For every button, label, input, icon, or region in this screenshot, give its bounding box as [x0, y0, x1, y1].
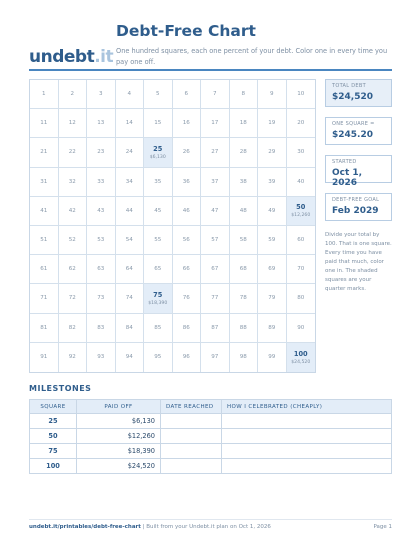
grid-square[interactable] — [201, 138, 230, 167]
square-number: 31 — [40, 178, 48, 185]
square-number: 89 — [268, 324, 276, 331]
grid-square[interactable] — [201, 255, 230, 284]
square-number: 32 — [68, 178, 76, 185]
grid-square[interactable] — [201, 314, 230, 343]
grid-square[interactable] — [144, 168, 173, 197]
grid-square[interactable] — [87, 314, 116, 343]
square-number: 37 — [211, 178, 219, 185]
square-number: 30 — [297, 149, 305, 156]
square-number: 57 — [211, 237, 219, 244]
square-number: 11 — [40, 120, 48, 127]
grid-square[interactable] — [30, 284, 59, 313]
square-number: 65 — [154, 266, 162, 273]
square-number: 56 — [182, 237, 190, 244]
quarter-mark-square[interactable] — [144, 138, 173, 167]
row-how-celebrated[interactable] — [222, 444, 392, 459]
square-number: 96 — [182, 354, 190, 361]
grid-square[interactable] — [230, 226, 259, 255]
square-number: 68 — [239, 266, 247, 273]
row-paid-off: $6,130 — [77, 414, 161, 429]
grid-square[interactable] — [30, 80, 59, 109]
grid-square[interactable] — [116, 314, 145, 343]
square-number: 59 — [268, 237, 276, 244]
square-number: 29 — [268, 149, 276, 156]
grid-square[interactable] — [87, 168, 116, 197]
quarter-amount: $18,390 — [148, 300, 168, 306]
grid-square[interactable] — [230, 343, 259, 372]
grid-square[interactable] — [116, 197, 145, 226]
one-square-label: ONE SQUARE = — [332, 121, 375, 127]
page-footer — [29, 524, 392, 530]
goal-value: Feb 2029 — [332, 206, 379, 216]
grid-square[interactable] — [87, 197, 116, 226]
square-number: 77 — [211, 295, 219, 302]
square-number: 21 — [40, 149, 48, 156]
row-paid-off: $18,390 — [77, 444, 161, 459]
square-number: 19 — [268, 120, 276, 127]
square-number: 74 — [125, 295, 133, 302]
row-square: 100 — [30, 459, 77, 474]
square-number: 91 — [40, 354, 48, 361]
square-number: 40 — [297, 178, 305, 185]
grid-square[interactable] — [201, 226, 230, 255]
square-number: 27 — [211, 149, 219, 156]
table-row — [30, 414, 392, 429]
square-number: 97 — [211, 354, 219, 361]
grid-square[interactable] — [173, 284, 202, 313]
square-number: 35 — [154, 178, 162, 185]
square-number: 81 — [40, 324, 48, 331]
square-number: 7 — [212, 91, 217, 98]
square-number: 28 — [239, 149, 247, 156]
square-number: 72 — [68, 295, 76, 302]
grid-square[interactable] — [173, 80, 202, 109]
square-number: 98 — [239, 354, 247, 361]
row-date-reached[interactable] — [161, 444, 222, 459]
square-number: 49 — [268, 207, 276, 214]
grid-square[interactable] — [30, 168, 59, 197]
grid-square[interactable] — [287, 255, 316, 284]
grid-square[interactable] — [287, 109, 316, 138]
total-debt-label: TOTAL DEBT — [332, 83, 366, 89]
square-number: 53 — [97, 237, 105, 244]
grid-square[interactable] — [173, 168, 202, 197]
grid-square[interactable] — [30, 226, 59, 255]
grid-square[interactable] — [59, 226, 88, 255]
square-number: 33 — [97, 178, 105, 185]
grid-square[interactable] — [144, 226, 173, 255]
grid-square[interactable] — [287, 138, 316, 167]
row-how-celebrated[interactable] — [222, 429, 392, 444]
square-number: 58 — [239, 237, 247, 244]
grid-square[interactable] — [230, 80, 259, 109]
grid-square[interactable] — [230, 109, 259, 138]
grid-square[interactable] — [287, 314, 316, 343]
square-number: 50 — [296, 203, 306, 212]
grid-square[interactable] — [201, 109, 230, 138]
quarter-amount: $6,130 — [149, 154, 166, 160]
debt-chart-grid — [29, 79, 316, 373]
square-number: 18 — [239, 120, 247, 127]
footer-url[interactable]: undebt.it/printables/debt-free-chart — [29, 524, 141, 530]
page-title: Debt-Free Chart — [116, 22, 256, 40]
grid-square[interactable] — [87, 284, 116, 313]
square-number: 76 — [182, 295, 190, 302]
square-number: 61 — [40, 266, 48, 273]
col-date-reached: DATE REACHED — [161, 400, 222, 414]
square-number: 99 — [268, 354, 276, 361]
grid-square[interactable] — [201, 284, 230, 313]
square-number: 73 — [97, 295, 105, 302]
grid-square[interactable] — [59, 138, 88, 167]
square-number: 64 — [125, 266, 133, 273]
grid-square[interactable] — [230, 168, 259, 197]
grid-square[interactable] — [258, 80, 287, 109]
started-value: Oct 1, 2026 — [332, 168, 363, 188]
total-debt-box — [325, 79, 392, 107]
grid-square[interactable] — [116, 255, 145, 284]
started-label: STARTED — [332, 159, 357, 165]
table-row — [30, 444, 392, 459]
footer-text: Built from your Undebt.it plan on Oct 1, 2026 — [146, 524, 271, 530]
grid-square[interactable] — [201, 197, 230, 226]
square-number: 67 — [211, 266, 219, 273]
square-number: 34 — [125, 178, 133, 185]
row-paid-off: $24,520 — [77, 459, 161, 474]
square-number: 10 — [297, 91, 305, 98]
square-number: 9 — [269, 91, 274, 98]
grid-square[interactable] — [258, 109, 287, 138]
grid-square[interactable] — [59, 343, 88, 372]
page-subtitle: One hundred squares, each one percent of your debt. Color one in every time you pay one off. — [116, 47, 388, 66]
grid-square[interactable] — [173, 226, 202, 255]
grid-square[interactable] — [30, 314, 59, 343]
table-row — [30, 429, 392, 444]
square-number: 69 — [268, 266, 276, 273]
square-number: 24 — [125, 149, 133, 156]
square-number: 54 — [125, 237, 133, 244]
grid-square[interactable] — [230, 314, 259, 343]
grid-square[interactable] — [258, 226, 287, 255]
grid-square[interactable] — [287, 168, 316, 197]
square-number: 52 — [68, 237, 76, 244]
square-number: 92 — [68, 354, 76, 361]
col-square: SQUARE — [30, 400, 77, 414]
square-number: 20 — [297, 120, 305, 127]
sidebar — [325, 79, 392, 294]
square-number: 39 — [268, 178, 276, 185]
square-number: 80 — [297, 295, 305, 302]
square-number: 66 — [182, 266, 190, 273]
square-number: 14 — [125, 120, 133, 127]
grid-square[interactable] — [59, 109, 88, 138]
square-number: 43 — [97, 207, 105, 214]
started-box — [325, 155, 392, 188]
square-number: 36 — [182, 178, 190, 185]
grid-square[interactable] — [144, 197, 173, 226]
square-number: 41 — [40, 207, 48, 214]
grid-square[interactable] — [258, 138, 287, 167]
grid-square[interactable] — [30, 197, 59, 226]
grid-square[interactable] — [87, 109, 116, 138]
square-number: 16 — [182, 120, 190, 127]
square-number: 48 — [239, 207, 247, 214]
grid-square[interactable] — [116, 168, 145, 197]
square-number: 60 — [297, 237, 305, 244]
square-number: 75 — [153, 290, 163, 299]
one-square-value: $245.20 — [332, 130, 373, 140]
square-number: 23 — [97, 149, 105, 156]
square-number: 13 — [97, 120, 105, 127]
grid-square[interactable] — [230, 138, 259, 167]
grid-square[interactable] — [287, 284, 316, 313]
grid-square[interactable] — [87, 138, 116, 167]
grid-square[interactable] — [116, 343, 145, 372]
grid-square[interactable] — [258, 314, 287, 343]
square-number: 62 — [68, 266, 76, 273]
square-number: 47 — [211, 207, 219, 214]
quarter-mark-square[interactable] — [144, 284, 173, 313]
square-number: 6 — [184, 91, 189, 98]
square-number: 95 — [154, 354, 162, 361]
table-row — [30, 459, 392, 474]
square-number: 70 — [297, 266, 305, 273]
footer-separator: | — [142, 524, 145, 530]
row-how-celebrated[interactable] — [222, 459, 392, 474]
page-number: Page 1 — [373, 524, 392, 530]
quarter-amount: $12,260 — [291, 213, 311, 219]
grid-square[interactable] — [258, 255, 287, 284]
square-number: 87 — [211, 324, 219, 331]
square-number: 94 — [125, 354, 133, 361]
grid-square[interactable] — [59, 80, 88, 109]
quarter-amount: $24,520 — [291, 359, 311, 365]
square-number: 3 — [98, 91, 103, 98]
grid-square[interactable] — [144, 80, 173, 109]
square-number: 1 — [41, 91, 46, 98]
col-paid-off: PAID OFF — [77, 400, 161, 414]
grid-square[interactable] — [87, 80, 116, 109]
square-number: 71 — [40, 295, 48, 302]
goal-label: DEBT-FREE GOAL — [332, 197, 380, 203]
grid-square[interactable] — [201, 343, 230, 372]
grid-square[interactable] — [30, 109, 59, 138]
page-header — [29, 22, 391, 70]
grid-square[interactable] — [230, 197, 259, 226]
grid-square[interactable] — [144, 314, 173, 343]
square-number: 100 — [293, 349, 308, 358]
square-number: 84 — [125, 324, 133, 331]
grid-square[interactable] — [201, 80, 230, 109]
grid-square[interactable] — [173, 138, 202, 167]
quarter-mark-square[interactable] — [287, 197, 316, 226]
row-date-reached[interactable] — [161, 429, 222, 444]
grid-square[interactable] — [144, 109, 173, 138]
square-number: 44 — [125, 207, 133, 214]
square-number: 25 — [153, 144, 163, 153]
square-number: 22 — [68, 149, 76, 156]
grid-square[interactable] — [173, 314, 202, 343]
instructions-note: Divide your total by 100. That is one square. Every time you have paid that much, color one in. The shaded squares are your quarter marks. — [325, 232, 392, 292]
grid-square[interactable] — [144, 255, 173, 284]
row-date-reached[interactable] — [161, 459, 222, 474]
grid-square[interactable] — [258, 284, 287, 313]
grid-square[interactable] — [116, 138, 145, 167]
grid-square[interactable] — [230, 284, 259, 313]
grid-square[interactable] — [287, 226, 316, 255]
grid-square[interactable] — [258, 168, 287, 197]
square-number: 79 — [268, 295, 276, 302]
square-number: 2 — [70, 91, 75, 98]
square-number: 85 — [154, 324, 162, 331]
grid-square[interactable] — [201, 168, 230, 197]
row-square: 50 — [30, 429, 77, 444]
grid-square[interactable] — [173, 197, 202, 226]
square-number: 5 — [155, 91, 160, 98]
square-number: 86 — [182, 324, 190, 331]
grid-square[interactable] — [144, 343, 173, 372]
grid-square[interactable] — [59, 168, 88, 197]
grid-square[interactable] — [59, 284, 88, 313]
grid-square[interactable] — [173, 255, 202, 284]
square-number: 82 — [68, 324, 76, 331]
grid-square[interactable] — [116, 80, 145, 109]
square-number: 83 — [97, 324, 105, 331]
grid-square[interactable] — [116, 109, 145, 138]
grid-square[interactable] — [173, 109, 202, 138]
grid-square[interactable] — [116, 284, 145, 313]
row-paid-off: $12,260 — [77, 429, 161, 444]
square-number: 4 — [127, 91, 132, 98]
grid-square[interactable] — [30, 138, 59, 167]
row-square: 75 — [30, 444, 77, 459]
square-number: 78 — [239, 295, 247, 302]
square-number: 38 — [239, 178, 247, 185]
grid-square[interactable] — [287, 80, 316, 109]
one-square-box — [325, 117, 392, 145]
square-number: 46 — [182, 207, 190, 214]
square-number: 55 — [154, 237, 162, 244]
square-number: 88 — [239, 324, 247, 331]
square-number: 93 — [97, 354, 105, 361]
milestones-title: MILESTONES — [29, 384, 92, 393]
grid-square[interactable] — [87, 343, 116, 372]
header-divider — [29, 69, 392, 71]
square-number: 63 — [97, 266, 105, 273]
grid-square[interactable] — [173, 343, 202, 372]
square-number: 8 — [241, 91, 246, 98]
total-debt-value: $24,520 — [332, 92, 373, 102]
quarter-mark-square[interactable] — [287, 343, 316, 372]
milestones-table — [29, 399, 392, 474]
square-number: 90 — [297, 324, 305, 331]
undebt-logo: undebt.it — [29, 47, 114, 67]
square-number: 15 — [154, 120, 162, 127]
goal-box — [325, 193, 392, 221]
square-number: 42 — [68, 207, 76, 214]
grid-square[interactable] — [59, 197, 88, 226]
square-number: 26 — [182, 149, 190, 156]
grid-square[interactable] — [258, 343, 287, 372]
grid-square[interactable] — [59, 314, 88, 343]
grid-square[interactable] — [258, 197, 287, 226]
footer-divider — [29, 519, 392, 520]
milestones-header-row — [30, 400, 392, 414]
grid-square[interactable] — [30, 255, 59, 284]
col-how-celebrated: HOW I CELEBRATED (CHEAPLY) — [222, 400, 392, 414]
square-number: 45 — [154, 207, 162, 214]
square-number: 17 — [211, 120, 219, 127]
grid-square[interactable] — [59, 255, 88, 284]
row-square: 25 — [30, 414, 77, 429]
square-number: 12 — [68, 120, 76, 127]
grid-square[interactable] — [230, 255, 259, 284]
grid-square[interactable] — [87, 255, 116, 284]
square-number: 51 — [40, 237, 48, 244]
row-how-celebrated[interactable] — [222, 414, 392, 429]
grid-square[interactable] — [30, 343, 59, 372]
grid-square[interactable] — [116, 226, 145, 255]
grid-square[interactable] — [87, 226, 116, 255]
row-date-reached[interactable] — [161, 414, 222, 429]
